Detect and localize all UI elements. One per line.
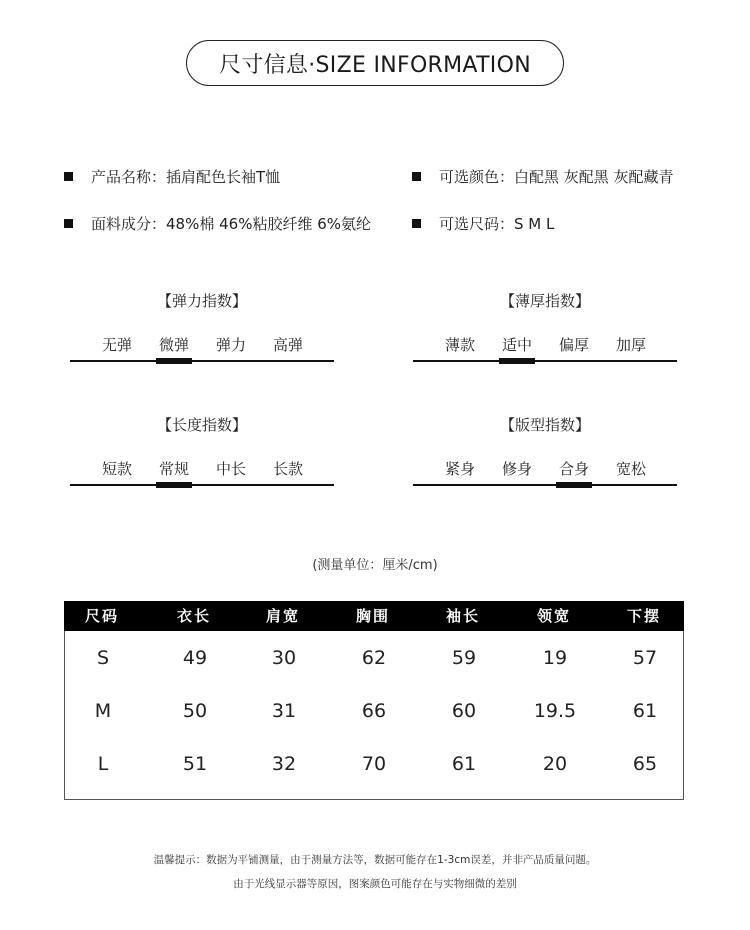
- table-cell: 61: [451, 753, 477, 775]
- info-fabric-text: 面料成分：48%棉 46%粘胶纤维 6%氨纶: [91, 215, 372, 233]
- table-cell: 20: [542, 753, 568, 775]
- index-selected-marker: [556, 482, 592, 488]
- footer-note-color: 由于光线显示器等原因，图案颜色可能存在与实物细微的差别: [233, 878, 517, 890]
- table-header-cell: 尺码: [84, 607, 119, 625]
- bullet-square-icon: [64, 172, 73, 181]
- index-title: 【薄厚指数】: [499, 292, 590, 310]
- table-header-cell: 胸围: [355, 607, 390, 625]
- table-cell: M: [94, 700, 112, 722]
- table-header-cell: 衣长: [176, 607, 211, 625]
- index-title: 【版型指数】: [499, 416, 590, 434]
- table-cell: 19: [542, 647, 568, 669]
- table-cell: 62: [361, 647, 387, 669]
- table-cell: 59: [451, 647, 477, 669]
- index-option: 无弹: [101, 336, 132, 354]
- index-title: 【长度指数】: [156, 416, 247, 434]
- info-colors: [412, 166, 674, 187]
- index-scale-line: [413, 484, 677, 486]
- info-sizes: [412, 213, 554, 234]
- index-option: 宽松: [615, 460, 646, 478]
- index-scale-line: [413, 360, 677, 362]
- index-option: 加厚: [615, 336, 646, 354]
- info-sizes-text: 可选尺码：S M L: [439, 215, 555, 233]
- index-option: 适中: [501, 336, 532, 354]
- index-option: 高弹: [272, 336, 303, 354]
- info-colors-text: 可选颜色：白配黑 灰配黑 灰配藏青: [439, 168, 674, 186]
- page-title: 尺寸信息·SIZE INFORMATION: [186, 40, 564, 86]
- table-header-cell: 肩宽: [265, 607, 300, 625]
- table-cell: 50: [182, 700, 208, 722]
- table-cell: L: [97, 753, 109, 775]
- table-header-cell: 下摆: [626, 607, 661, 625]
- bullet-square-icon: [412, 172, 421, 181]
- table-cell: 32: [271, 753, 297, 775]
- bullet-square-icon: [412, 219, 421, 228]
- table-cell: 30: [271, 647, 297, 669]
- index-option: 常规: [158, 460, 189, 478]
- table-header-row: [64, 601, 684, 631]
- index-selected-marker: [156, 358, 192, 364]
- index-option: 合身: [558, 460, 589, 478]
- index-option: 弹力: [215, 336, 246, 354]
- table-cell: 66: [361, 700, 387, 722]
- index-option: 微弹: [158, 336, 189, 354]
- index-scale-line: [70, 360, 334, 362]
- table-cell: 19.5: [533, 700, 577, 722]
- index-option: 紧身: [444, 460, 475, 478]
- index-selected-marker: [156, 482, 192, 488]
- table-cell: 31: [271, 700, 297, 722]
- index-option: 中长: [215, 460, 246, 478]
- table-cell: 49: [182, 647, 208, 669]
- table-cell: 51: [182, 753, 208, 775]
- index-option: 长款: [272, 460, 303, 478]
- table-cell: 70: [361, 753, 387, 775]
- info-product-name-text: 产品名称：插肩配色长袖T恤: [91, 168, 281, 186]
- index-option: 短款: [101, 460, 132, 478]
- table-header-cell: 领宽: [536, 607, 571, 625]
- table-cell: 57: [632, 647, 658, 669]
- index-option: 偏厚: [558, 336, 589, 354]
- table-cell: S: [96, 647, 110, 669]
- table-header-cell: 袖长: [445, 607, 480, 625]
- index-title: 【弹力指数】: [156, 292, 247, 310]
- unit-note: (测量单位：厘米/cm): [312, 558, 438, 573]
- index-option: 薄款: [444, 336, 475, 354]
- table-cell: 60: [451, 700, 477, 722]
- index-selected-marker: [499, 358, 535, 364]
- index-option: 修身: [501, 460, 532, 478]
- footer-note-measurement: 温馨提示：数据为平铺测量，由于测量方法等，数据可能存在1-3cm误差，并非产品质量问题。: [153, 854, 597, 866]
- bullet-square-icon: [64, 219, 73, 228]
- size-table: [64, 601, 684, 800]
- info-fabric: [64, 213, 371, 234]
- table-cell: 61: [632, 700, 658, 722]
- table-cell: 65: [632, 753, 658, 775]
- info-product-name: [64, 166, 280, 187]
- index-scale-line: [70, 484, 334, 486]
